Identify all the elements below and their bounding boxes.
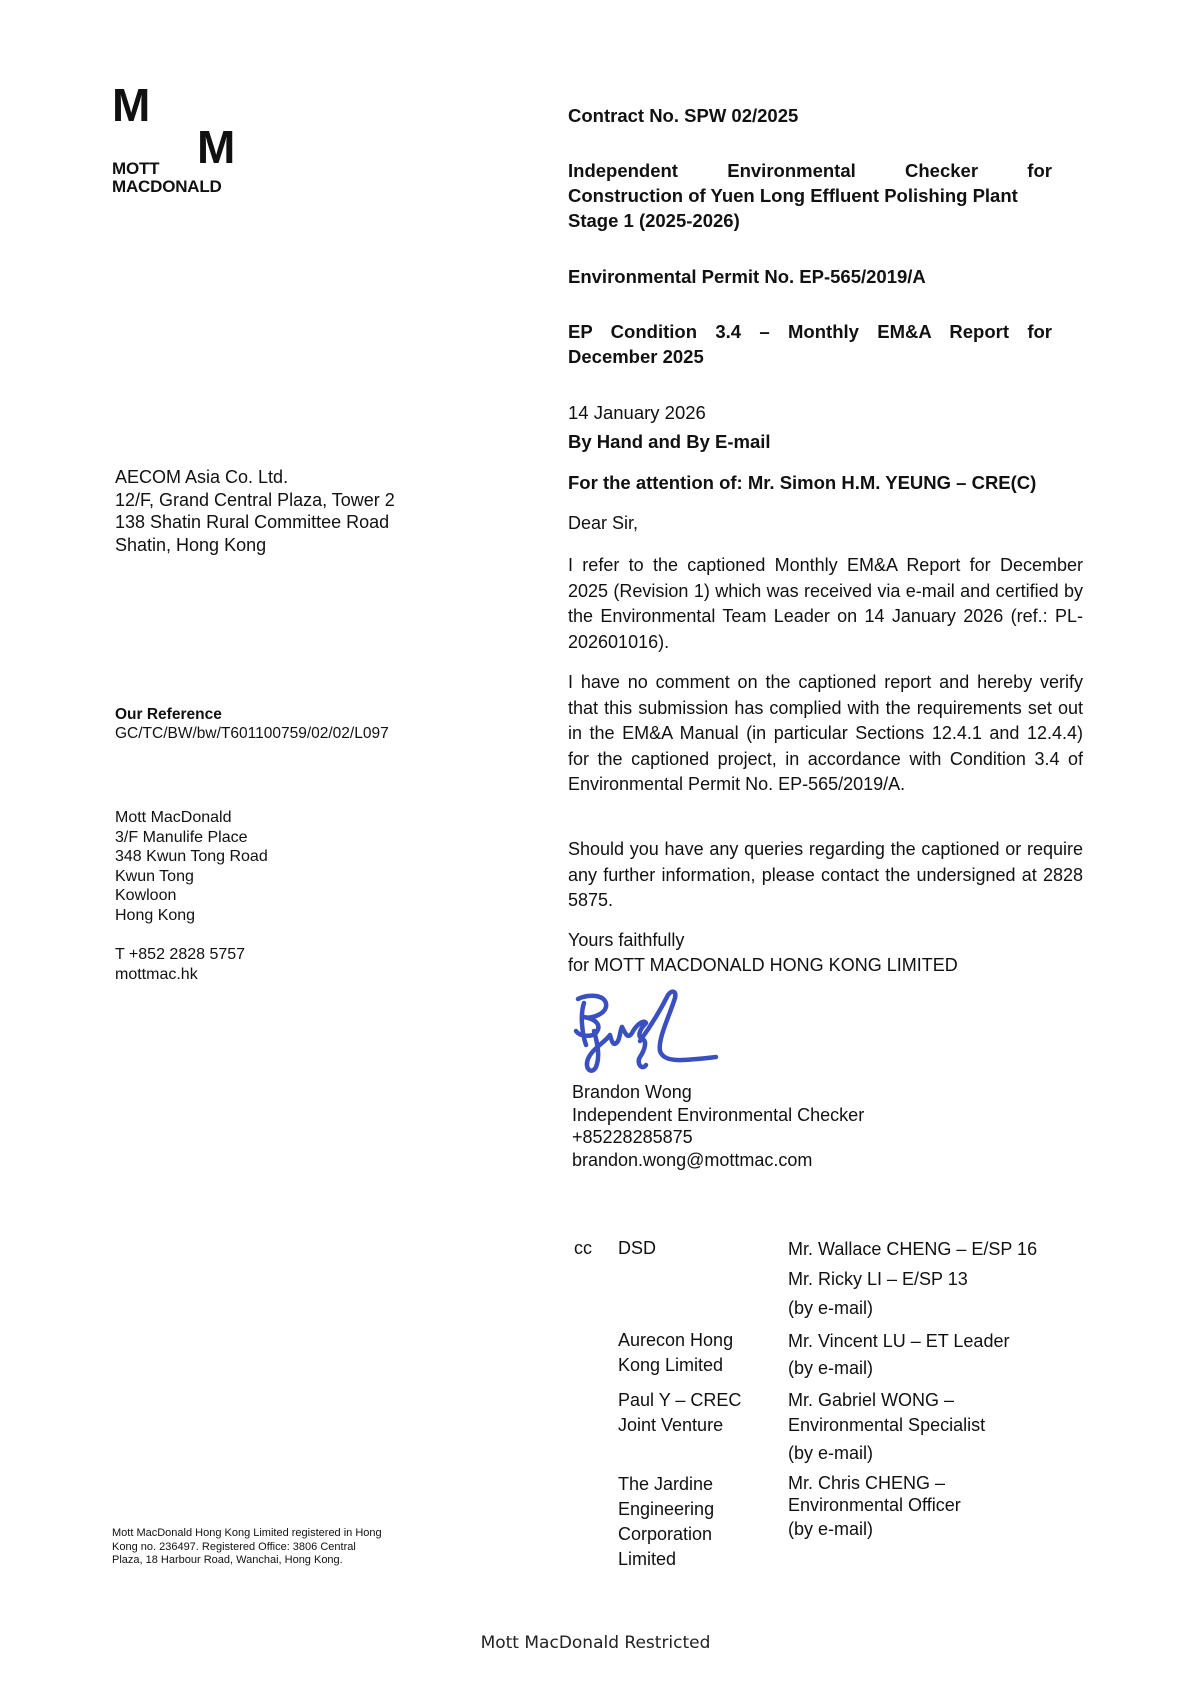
paragraph-1: I refer to the captioned Monthly EM&A Report for December 2025 (Revision 1) which was received via e-mail and certified by the Environmental Team Leader on 14 January 2026 (ref.: PL-202601016). [568, 555, 1083, 652]
salutation: Dear Sir, [568, 513, 639, 533]
signatory-email[interactable]: brandon.wong@mottmac.com [572, 1149, 813, 1170]
cc-person-line: Mr. Gabriel WONG – [788, 1389, 955, 1410]
cc-row [574, 1388, 1094, 1468]
sender-line: Kwun Tong [115, 867, 194, 885]
project-title-line-1 [568, 158, 1052, 183]
closing-company: for MOTT MACDONALD HONG KONG LIMITED [568, 955, 958, 975]
cc-person-line: Mr. Vincent LU – ET Leader [788, 1330, 1010, 1351]
logo-mark-right: M [197, 121, 235, 173]
document-classification: Mott MacDonald Restricted [480, 1633, 711, 1653]
title-word: Environmental [727, 160, 856, 181]
project-title-line-3: Stage 1 (2025-2026) [568, 210, 740, 231]
cc-list [574, 1235, 1094, 1576]
environmental-permit: Environmental Permit No. EP-565/2019/A [568, 266, 926, 287]
sender-line: 3/F Manulife Place [115, 828, 248, 846]
cc-row [574, 1235, 1094, 1324]
subject-line-2: December 2025 [568, 346, 704, 367]
sender-line: Kowloon [115, 887, 177, 905]
cc-organisation [618, 1472, 788, 1572]
sender-line: Mott MacDonald [115, 809, 232, 826]
delivery-method: By Hand and By E-mail [568, 431, 771, 452]
cc-person-line: (by e-mail) [788, 1298, 874, 1318]
cc-org-line: Engineering [618, 1498, 715, 1519]
signature-icon [570, 985, 730, 1085]
cc-person-line: (by e-mail) [788, 1357, 874, 1378]
logo-mark-left: M [112, 79, 150, 131]
cc-org-line: Joint Venture [618, 1414, 724, 1435]
registered-office-notice: Mott MacDonald Hong Kong Limited registered in Hong Kong no. 236497. Registered Office: 3806 Central Plaza, 18 Harbour Road, Wanchai, Hong Kong. [112, 1527, 382, 1566]
cc-person-line: (by e-mail) [788, 1442, 874, 1463]
cc-org-line: Corporation [618, 1523, 713, 1544]
signatory-title: Independent Environmental Checker [572, 1104, 865, 1125]
recipient-line: Shatin, Hong Kong [115, 534, 267, 555]
signatory-name: Brandon Wong [572, 1082, 692, 1102]
cc-people [788, 1235, 1094, 1324]
recipient-address [115, 466, 395, 556]
sender-address [115, 808, 268, 984]
cc-org-line: Paul Y – CREC [618, 1389, 742, 1410]
cc-org-line: DSD [618, 1238, 657, 1258]
sender-line: Hong Kong [115, 906, 196, 924]
reference-label: Our Reference [115, 706, 222, 723]
cc-label-spacer [574, 1472, 618, 1572]
cc-row [574, 1328, 1094, 1382]
sender-phone: T +852 2828 5757 [115, 946, 246, 964]
paragraph-2: I have no comment on the captioned report and hereby verify that this submission has complied with the requirements set out in the EM&A Manual (in particular Sections 12.4.1 and 12.4.4) for the captioned project, in accordance with Condition 3.4 of Environmental Permit No. EP-565/2019/A. [568, 672, 1083, 794]
title-word: Independent [568, 160, 678, 181]
our-reference [115, 705, 389, 743]
cc-people [788, 1328, 1094, 1382]
sender-line: 348 Kwun Tong Road [115, 848, 268, 866]
company-logo-wordmark [112, 160, 222, 196]
cc-label-spacer [574, 1328, 618, 1382]
cc-org-line: Aurecon Hong [618, 1329, 734, 1350]
recipient-line: 138 Shatin Rural Committee Road [115, 512, 390, 532]
cc-person-line: Mr. Wallace CHENG – E/SP 16 [788, 1239, 1038, 1259]
closing: Yours faithfully [568, 930, 685, 950]
cc-people [788, 1388, 1094, 1468]
attention-line: For the attention of: Mr. Simon H.M. YEUNG – CRE(C) [568, 472, 1037, 493]
cc-person-line: Environmental Specialist [788, 1414, 986, 1435]
cc-row [574, 1472, 1094, 1572]
project-title-line-2: Construction of Yuen Long Effluent Polishing Plant [568, 185, 1018, 206]
signatory-block [572, 1081, 864, 1171]
reference-value: GC/TC/BW/bw/T601100759/02/02/L097 [115, 725, 389, 742]
cc-person-line: (by e-mail) [788, 1518, 874, 1539]
letter-date: 14 January 2026 [568, 402, 706, 423]
signatory-phone: +85228285875 [572, 1127, 693, 1147]
subject-line-1: EP Condition 3.4 – Monthly EM&A Report for [568, 321, 1052, 342]
title-word: Checker [905, 160, 979, 181]
cc-person-line: Mr. Ricky LI – E/SP 13 [788, 1268, 968, 1289]
recipient-line: AECOM Asia Co. Ltd. [115, 467, 289, 487]
cc-person-line: Mr. Chris CHENG – [788, 1472, 946, 1493]
logo-line-2: MACDONALD [112, 177, 222, 196]
recipient-line: 12/F, Grand Central Plaza, Tower 2 [115, 489, 395, 510]
cc-org-line: The Jardine [618, 1473, 714, 1494]
cc-label: cc [574, 1238, 592, 1258]
cc-org-line: Kong Limited [618, 1354, 724, 1375]
cc-organisation [618, 1388, 788, 1468]
cc-organisation [618, 1235, 788, 1324]
cc-org-line: Limited [618, 1548, 677, 1569]
paragraph-3: Should you have any queries regarding the captioned or require any further information, please contact the undersigned at 2828 5875. [568, 839, 1083, 910]
cc-people [788, 1472, 1094, 1572]
contract-number: Contract No. SPW 02/2025 [568, 105, 799, 126]
subject [568, 319, 1052, 369]
cc-label-spacer [574, 1388, 618, 1468]
project-title [568, 158, 1052, 233]
cc-organisation [618, 1328, 788, 1382]
sender-website[interactable]: mottmac.hk [115, 965, 198, 983]
cc-person-line: Environmental Officer [788, 1494, 961, 1515]
title-word: for [1027, 160, 1052, 181]
logo-line-1: MOTT [112, 159, 160, 178]
